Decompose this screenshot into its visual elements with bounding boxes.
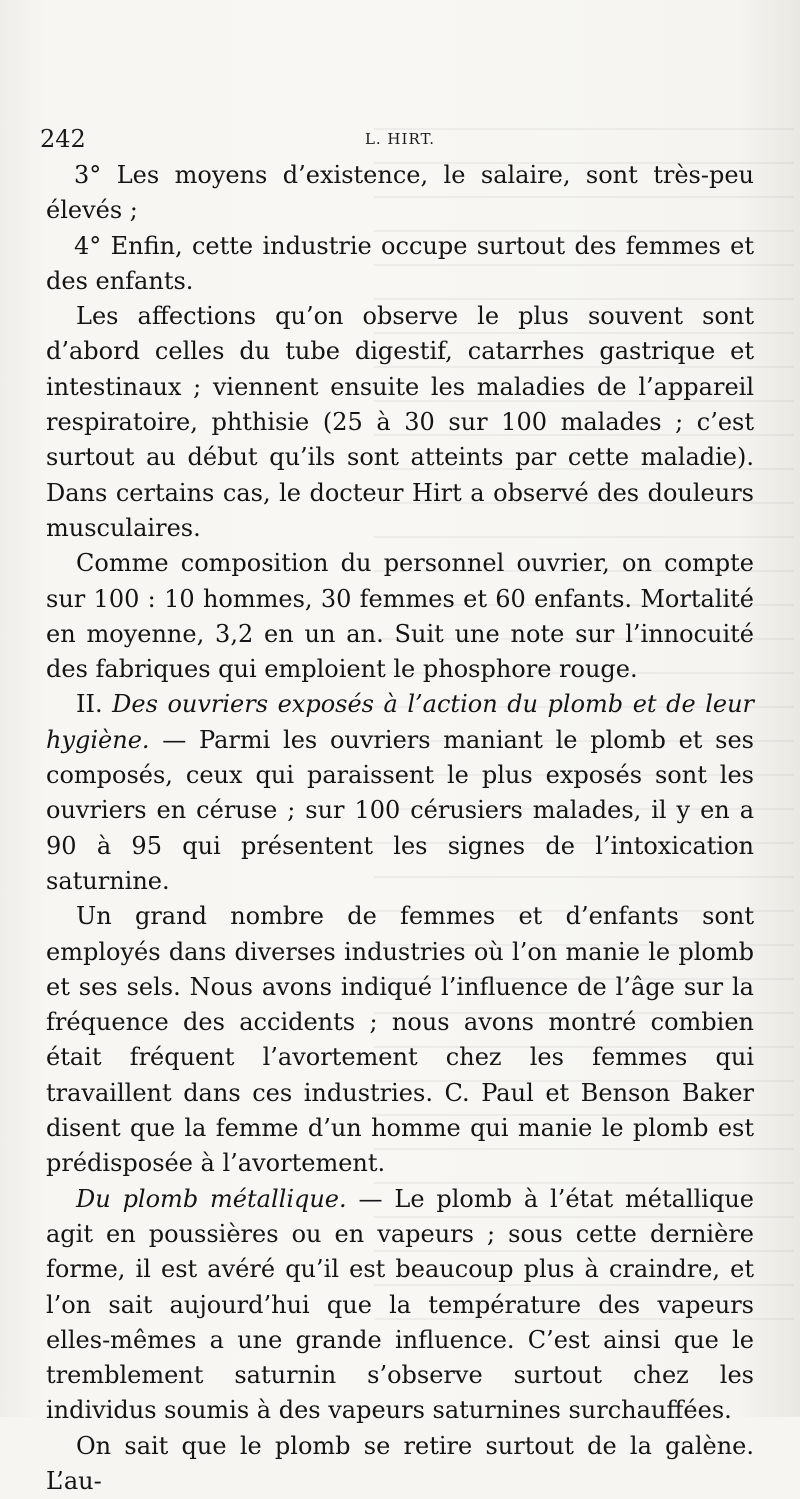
section-body: — Parmi les ouvriers maniant le plomb et ses composés, ceux qui paraissent le plus exposés sont les ouvriers en céruse ; sur 100 cérusiers malades, il y en a 90 à 95 qui présentent les signes de l’intoxication saturnine.: [46, 725, 754, 895]
paragraph-galena: On sait que le plomb se retire surtout de la galène. L’au-: [46, 1431, 754, 1495]
paragraph-item-4: 4° Enfin, cette industrie occupe surtout des femmes et des enfants.: [46, 231, 754, 295]
paragraph-item-3: 3° Les moyens d’existence, le salaire, sont très-peu élevés ;: [46, 161, 754, 225]
page-number: 242: [40, 125, 86, 153]
section-number: II.: [76, 690, 113, 719]
subsection-title: Du plomb métallique.: [76, 1184, 347, 1213]
section-title: Des ouvriers exposés à l’action du plomb et de leur hygiène.: [46, 690, 755, 754]
running-head: L. HIRT.: [364, 130, 436, 148]
subsection-body: — Le plomb à l’état métallique agit en poussières ou en vapeurs ; sous cette dernière forme, il est avéré qu’il est beaucoup plus à craindre, et l’on sait aujourd’hui que la température des vapeurs elles-mêmes a une grande influence. C’est ainsi que le tremblement saturnin s’observe surtout chez les individus soumis à des vapeurs saturnines surchauffées.: [46, 1184, 754, 1425]
paragraph-affections: Les affections qu’on observe le plus souvent sont d’abord celles du tube digestif, catarrhes gastrique et intestinaux ; viennent ensuite les maladies de l’appareil respiratoire, phthisie (25 à 30 sur 100 malades ; c’est surtout au début qu’ils sont atteints par cette maladie). Dans certains cas, le docteur Hirt a observé des douleurs musculaires.: [46, 302, 754, 542]
paragraph-composition: Comme composition du personnel ouvrier, on compte sur 100 : 10 hommes, 30 femmes et 60 enfants. Mortalité en moyenne, 3,2 en un an. Suit une note sur l’innocuité des fabriques qui emploient le phosphore rouge.: [46, 549, 754, 684]
paragraph-metallic-lead: [46, 1182, 754, 1429]
paragraph-section-ii: [46, 687, 754, 899]
paragraph-women-children: Un grand nombre de femmes et d’enfants sont employés dans diverses industries où l’on manie le plomb et ses sels. Nous avons indiqué l’influence de l’âge sur la fréquence des accidents ; nous avons montré combien était fréquent l’avortement chez les femmes qui travaillent dans ces industries. C. Paul et Benson Baker disent que la femme d’un homme qui manie le plomb est prédisposée à l’avortement.: [46, 902, 754, 1178]
page-header: [40, 124, 760, 154]
body-text: [46, 158, 754, 1499]
